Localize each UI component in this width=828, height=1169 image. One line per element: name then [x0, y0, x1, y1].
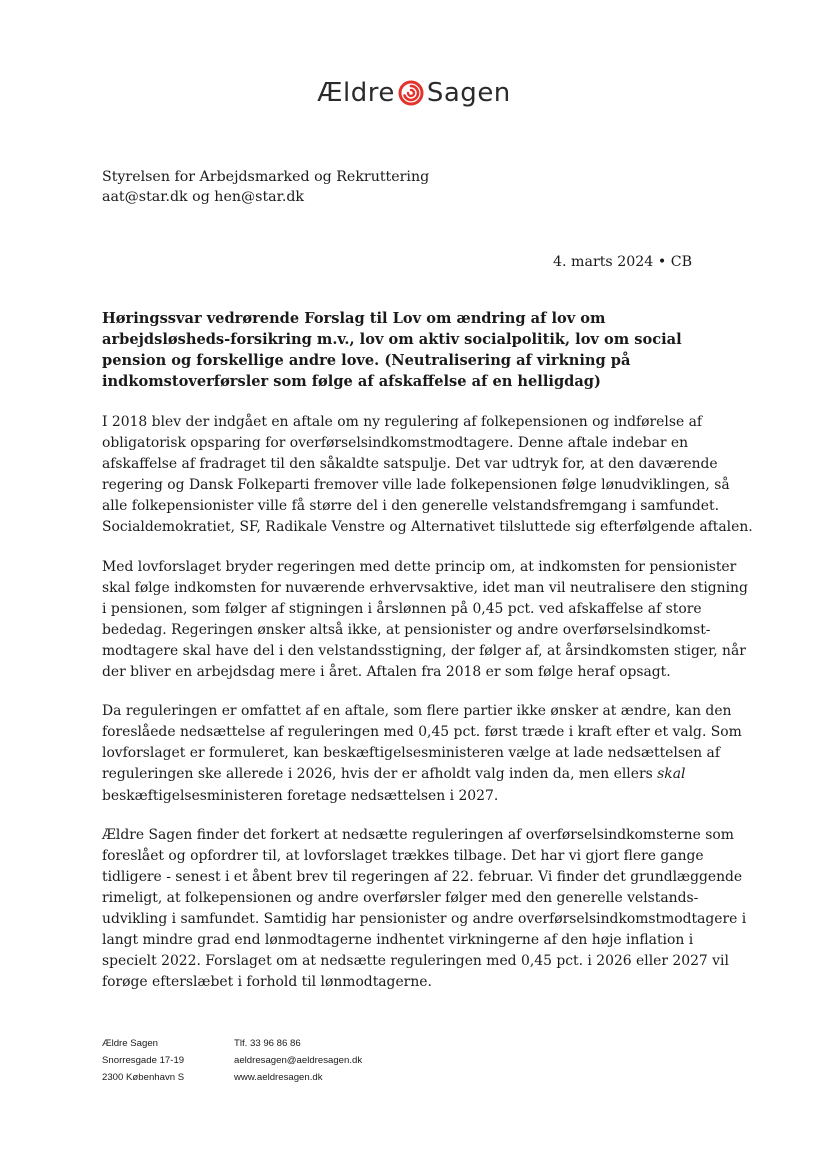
text-line: afskaffelse af fradraget til den såkaldte satspulje. Det var udtryk for, at den daværende	[102, 456, 718, 473]
logo-text-right: Sagen	[426, 78, 511, 108]
footer-org: Ældre Sagen	[102, 1038, 158, 1049]
footer	[102, 1035, 362, 1086]
text-line: obligatorisk opsparing for overførselsindkomstmodtagere. Denne aftale indebar en	[102, 435, 689, 452]
text-line: regering og Dansk Folkeparti fremover ville lade folkepensionen følge lønudviklingen, så	[102, 477, 730, 494]
footer-city: 2300 København S	[102, 1072, 185, 1083]
text-line: modtagere skal have del i den velstandsstigning, der følger af, at årsindkomsten stiger, når	[102, 642, 746, 659]
text-line: udvikling i samfundet. Samtidig har pensionister og andre overførselsindkomstmodtagere i	[102, 910, 747, 927]
text-line: forøge efterslæbet i forhold til lønmodtagerne.	[102, 974, 432, 991]
footer-street: Snorresgade 17-19	[102, 1055, 185, 1066]
footer-web: www.aeldresagen.dk	[234, 1072, 323, 1083]
text-line: specielt 2022. Forslaget om at nedsætte reguleringen med 0,45 pct. i 2026 eller 2027 vil	[102, 953, 729, 970]
text-segment: reguleringen ske allerede i 2026, hvis der er afholdt valg inden da, men ellers	[102, 766, 653, 783]
text-line: Da reguleringen er omfattet af en aftale, som flere partier ikke ønsker at ændre, kan den	[102, 703, 732, 720]
text-line: foreslåede nedsættelse af reguleringen med 0,45 pct. først træde i kraft efter et valg. Som	[102, 724, 742, 741]
text-line: der bliver en arbejdsdag mere i året. Aftalen fra 2018 er som følge heraf opsagt.	[102, 664, 671, 681]
text-line: rimeligt, at folkepensionen og andre overførsler følger med den generelle velstands-	[102, 889, 699, 906]
letter-body	[102, 412, 753, 1011]
paragraph-3	[102, 701, 742, 806]
recipient-address	[102, 167, 429, 207]
text-line: bededag. Regeringen ønsker altså ikke, at pensionister og andre overførselsindkomst-	[102, 621, 711, 638]
text-line: langt mindre grad end lønmodtagerne indhentet virkningerne af den høje inflation i	[102, 932, 694, 949]
text-line: beskæftigelsesministeren foretage nedsættelsen i 2027.	[102, 787, 499, 804]
text-line: Socialdemokratiet, SF, Radikale Venstre og Alternativet tilsluttede sig efterfølgende aftalen.	[102, 519, 753, 536]
paragraph-4	[102, 825, 747, 994]
text-line: alle folkepensionister ville få større del i den generelle velstandsfremgang i samfundet.	[102, 498, 720, 515]
text-line: Med lovforslaget bryder regeringen med dette princip om, at indkomsten for pensionister	[102, 558, 737, 575]
footer-phone: Tlf. 33 96 86 86	[234, 1038, 301, 1049]
text-line: I 2018 blev der indgået en aftale om ny regulering af folkepensionen og indførelse af	[102, 414, 703, 430]
text-line: skal følge indkomsten for nuværende erhvervsaktive, idet man vil neutralisere den stigning	[102, 579, 748, 596]
logo	[0, 78, 828, 108]
text-line: i pensionen, som følger af stigningen i årslønnen på 0,45 pct. ved afskaffelse af store	[102, 600, 702, 617]
emphasis-word: skal	[657, 766, 686, 783]
paragraph-2	[102, 557, 748, 684]
text-line: tidligere - senest i et åbent brev til regeringen af 22. februar. Vi finder det grundlæggende	[102, 868, 743, 885]
text-line: lovforslaget er formuleret, kan beskæftigelsesministeren vælge at lade nedsættelsen af	[102, 745, 720, 762]
footer-address	[102, 1035, 234, 1086]
letter-date: 4. marts 2024 • CB	[552, 254, 692, 270]
recipient-emails: aat@star.dk og hen@star.dk	[102, 189, 305, 205]
footer-contact	[234, 1035, 362, 1086]
letter-heading: Høringssvar vedrørende Forslag til Lov om ændring af lov om arbejdsløsheds-forsikring m.v., lov om aktiv socialpolitik, lov om social pension og forskellige andre love. (Neutralisering af virkning på indkomstoverførsler som følge af afskaffelse af en helligdag)	[102, 310, 682, 390]
text-line: foreslået og opfordrer til, at lovforslaget trækkes tilbage. Det har vi gjort flere gange	[102, 847, 704, 864]
logo-text-left: Ældre	[317, 78, 395, 108]
recipient-name: Styrelsen for Arbejdsmarked og Rekruttering	[102, 169, 430, 185]
text-line: Ældre Sagen finder det forkert at nedsætte reguleringen af overførselsindkomsterne som	[102, 826, 734, 843]
footer-email: aeldresagen@aeldresagen.dk	[234, 1055, 363, 1066]
paragraph-1	[102, 412, 753, 539]
text-line	[102, 764, 700, 785]
logo-swirl-icon	[398, 80, 424, 106]
